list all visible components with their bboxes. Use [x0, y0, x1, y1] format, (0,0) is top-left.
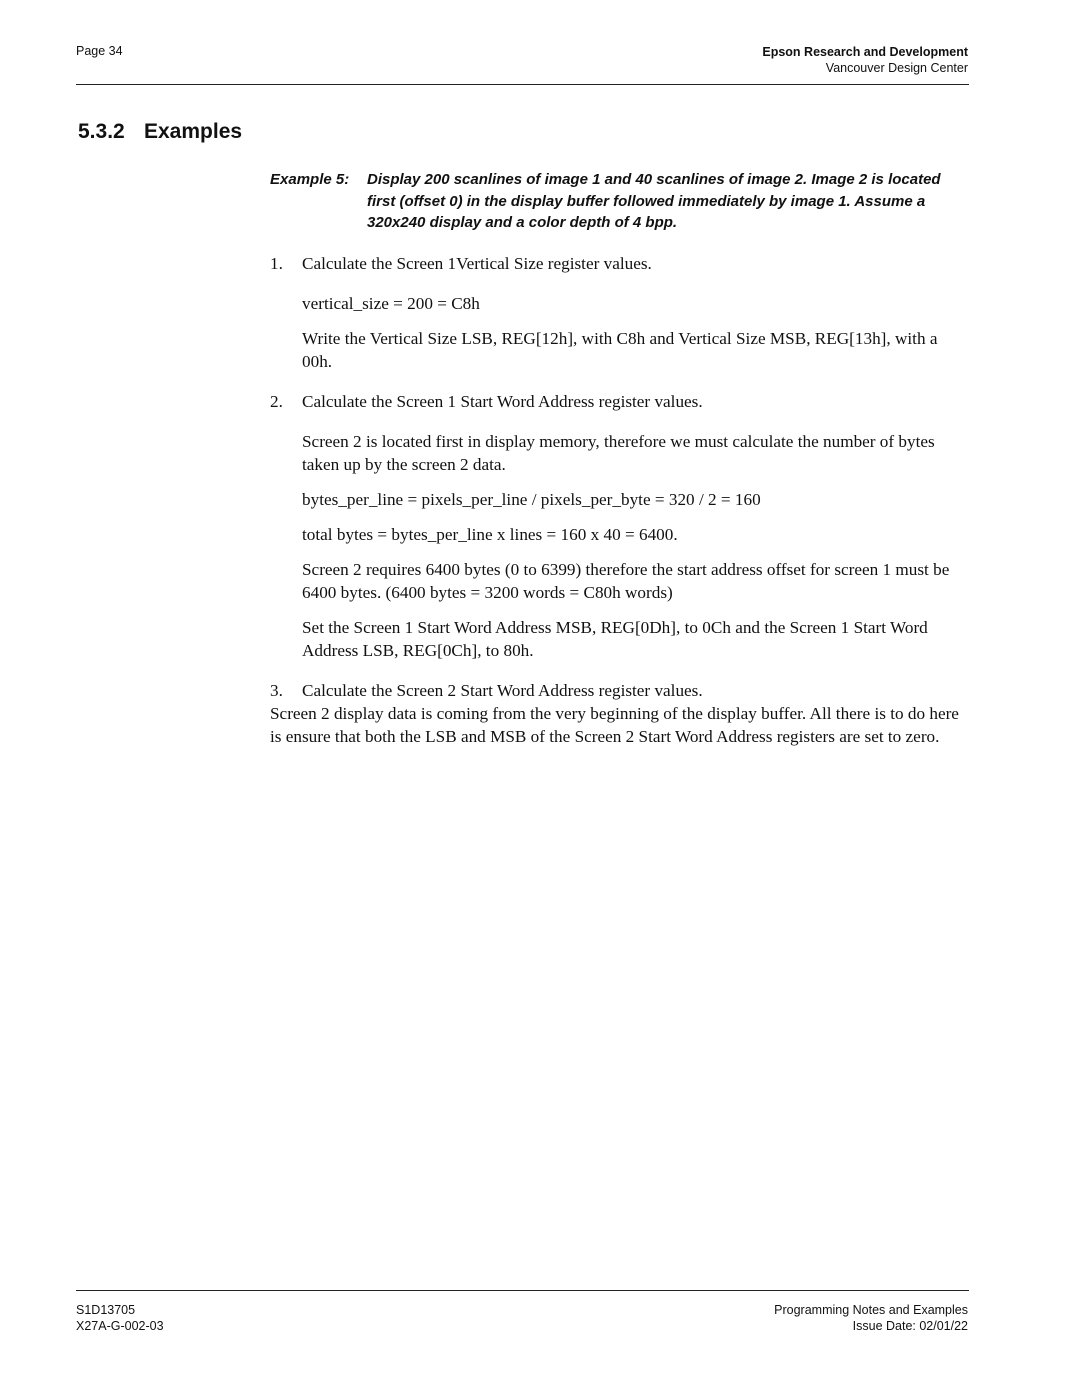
- step-number: 2.: [270, 392, 283, 411]
- section-number: 5.3.2: [78, 120, 125, 143]
- step-number: 1.: [270, 254, 283, 273]
- step-text: Calculate the Screen 1Vertical Size register values.: [302, 254, 652, 273]
- paragraph: Screen 2 requires 6400 bytes (0 to 6399) therefore the start address offset for screen 1 must be 6400 bytes. (6400 bytes = 3200 words = C80h words): [302, 560, 950, 602]
- closing-paragraph: Screen 2 display data is coming from the very beginning of the display buffer. All there is to do here is ensure that both the LSB and MSB of the Screen 2 Start Word Address registers are set to zero.: [270, 704, 959, 746]
- footer-right: [774, 1302, 968, 1334]
- paragraph: Screen 2 is located first in display memory, therefore we must calculate the number of bytes taken up by the screen 2 data.: [302, 432, 935, 474]
- doc-title: Programming Notes and Examples: [774, 1303, 968, 1317]
- section-title: Examples: [144, 120, 243, 143]
- doc-number: X27A-G-002-03: [76, 1319, 164, 1333]
- step-heading: [270, 679, 970, 702]
- issue-date: Issue Date: 02/01/22: [852, 1319, 968, 1333]
- paragraph: vertical_size = 200 = C8h: [302, 294, 480, 313]
- page-header: [762, 44, 968, 76]
- part-number: S1D13705: [76, 1303, 136, 1317]
- division-name: Vancouver Design Center: [825, 61, 968, 75]
- paragraph: Write the Vertical Size LSB, REG[12h], with C8h and Vertical Size MSB, REG[13h], with a 00h.: [302, 329, 938, 371]
- body-text: [270, 252, 970, 748]
- header-divider: [76, 84, 969, 85]
- example-caption: [270, 169, 970, 234]
- step-heading: [270, 252, 970, 275]
- step-number: 3.: [270, 681, 283, 700]
- paragraph: total bytes = bytes_per_line x lines = 160 x 40 = 6400.: [302, 525, 678, 544]
- paragraph: bytes_per_line = pixels_per_line / pixels_per_byte = 320 / 2 = 160: [302, 490, 761, 509]
- step-2: [270, 390, 970, 662]
- step-text: Calculate the Screen 2 Start Word Address register values.: [302, 681, 703, 700]
- paragraph: Set the Screen 1 Start Word Address MSB, REG[0Dh], to 0Ch and the Screen 1 Start Word Address LSB, REG[0Ch], to 80h.: [302, 618, 928, 660]
- page-number: Page 34: [76, 44, 123, 58]
- section-heading: [78, 120, 242, 144]
- step-1: [270, 252, 970, 373]
- company-name: Epson Research and Development: [762, 45, 968, 59]
- footer-divider: [76, 1290, 969, 1291]
- step-3: [270, 679, 970, 702]
- step-text: Calculate the Screen 1 Start Word Address register values.: [302, 392, 703, 411]
- example-label: Example 5:: [270, 171, 350, 188]
- footer-left: [76, 1302, 164, 1334]
- step-heading: [270, 390, 970, 413]
- example-text: Display 200 scanlines of image 1 and 40 scanlines of image 2. Image 2 is located first (offset 0) in the display buffer followed immediately by image 1. Assume a 320x240 display and a color depth of 4 bpp.: [367, 171, 941, 231]
